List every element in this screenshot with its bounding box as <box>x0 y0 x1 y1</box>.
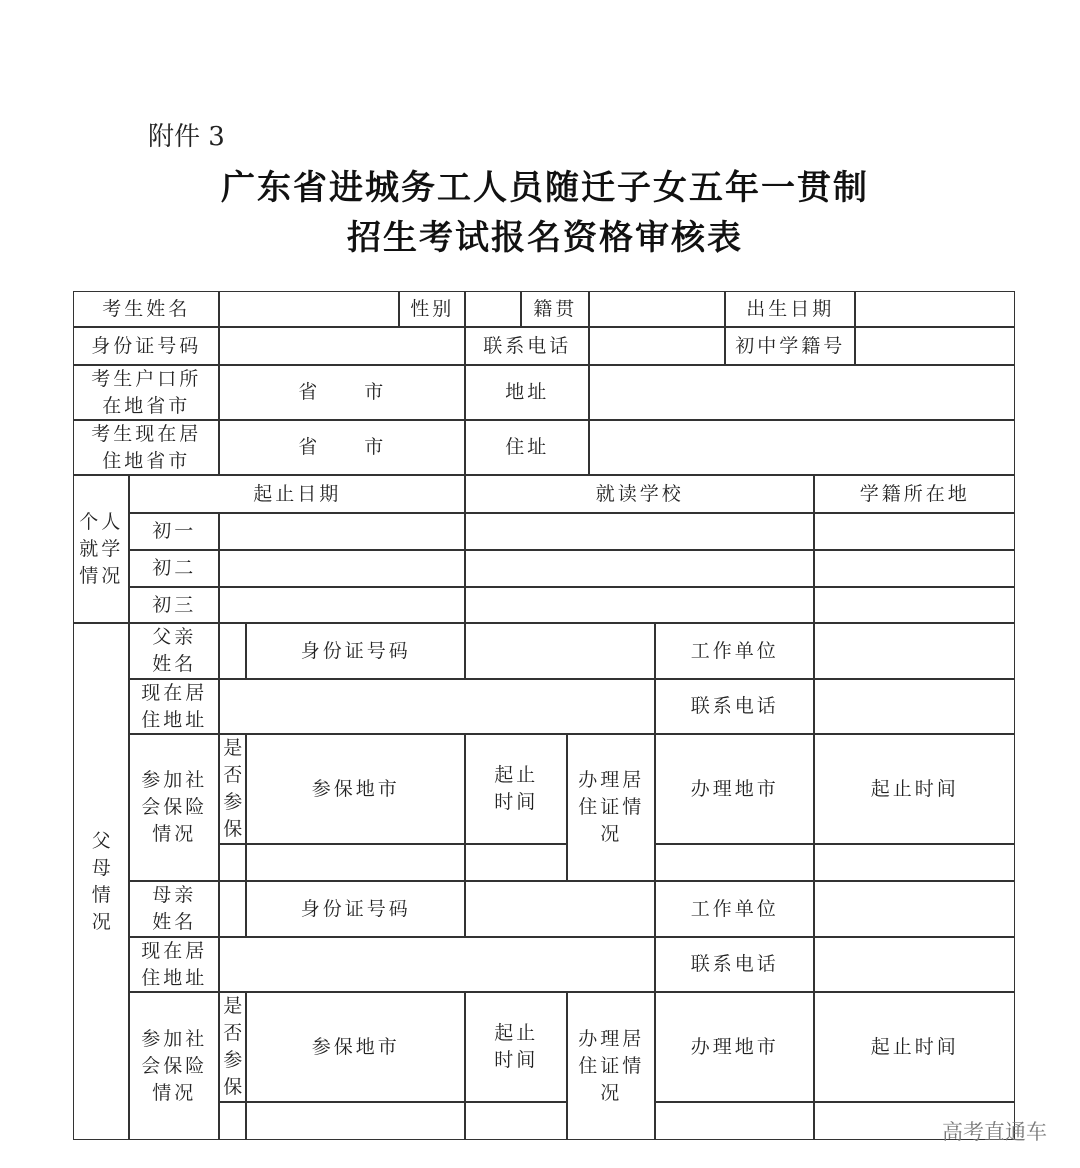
label-father-ins-city: 参保地市 <box>246 734 465 844</box>
residence-province-city[interactable]: 省 市 <box>219 420 465 475</box>
mother-address-field[interactable] <box>219 937 655 992</box>
label-father-insured: 是否参保 <box>219 734 246 844</box>
label-father-insurance: 参加社会保险情况 <box>129 734 219 881</box>
grade-registry-field[interactable] <box>814 587 1015 623</box>
birth-field[interactable] <box>855 291 1015 327</box>
label-phone: 联系电话 <box>465 327 589 365</box>
mother-phone-field[interactable] <box>814 937 1015 992</box>
label-gender: 性别 <box>399 291 465 327</box>
father-phone-field[interactable] <box>814 679 1015 734</box>
id-field[interactable] <box>219 327 465 365</box>
grade-period-field[interactable] <box>219 587 465 623</box>
father-id-field[interactable] <box>465 623 655 679</box>
title-line-2: 招生考试报名资格审核表 <box>347 218 743 258</box>
label-native: 籍贯 <box>521 291 589 327</box>
father-address-field[interactable] <box>219 679 655 734</box>
header-registry: 学籍所在地 <box>814 475 1015 513</box>
grade-school-field[interactable] <box>465 550 814 587</box>
name-field[interactable] <box>219 291 399 327</box>
label-mother-work: 工作单位 <box>655 881 814 937</box>
label-id: 身份证号码 <box>73 327 219 365</box>
label-mother-permit-city: 办理地市 <box>655 992 814 1102</box>
label-father-name: 父亲姓名 <box>129 623 219 679</box>
label-mother-id: 身份证号码 <box>246 881 465 937</box>
phone-field[interactable] <box>589 327 725 365</box>
label-residence: 考生现在居住地省市 <box>73 420 219 475</box>
grade-registry-field[interactable] <box>814 513 1015 550</box>
label-mother-permit: 办理居住证情况 <box>567 992 655 1140</box>
father-permit-city-field[interactable] <box>655 844 814 881</box>
label-mother-ins-period: 起止时间 <box>465 992 567 1102</box>
grade-period-field[interactable] <box>219 513 465 550</box>
father-work-field[interactable] <box>814 623 1015 679</box>
label-father-phone: 联系电话 <box>655 679 814 734</box>
label-father-id: 身份证号码 <box>246 623 465 679</box>
address-field[interactable] <box>589 365 1015 420</box>
mother-id-field[interactable] <box>465 881 655 937</box>
label-name: 考生姓名 <box>73 291 219 327</box>
label-birth: 出生日期 <box>725 291 855 327</box>
title-line-1: 广东省进城务工人员随迁子女五年一贯制 <box>221 168 869 208</box>
school-no-field[interactable] <box>855 327 1015 365</box>
grade-label: 初三 <box>129 587 219 623</box>
grade-label: 初一 <box>129 513 219 550</box>
label-father-permit-city: 办理地市 <box>655 734 814 844</box>
mother-insured-field[interactable] <box>219 1102 246 1140</box>
father-permit-period-field[interactable] <box>814 844 1015 881</box>
label-father-work: 工作单位 <box>655 623 814 679</box>
native-field[interactable] <box>589 291 725 327</box>
header-period: 起止日期 <box>129 475 465 513</box>
label-address: 地址 <box>465 365 589 420</box>
label-father-permit-period: 起止时间 <box>814 734 1015 844</box>
grade-period-field[interactable] <box>219 550 465 587</box>
header-school: 就读学校 <box>465 475 814 513</box>
label-father-permit: 办理居住证情况 <box>567 734 655 881</box>
gender-field[interactable] <box>465 291 521 327</box>
mother-permit-city-field[interactable] <box>655 1102 814 1140</box>
label-mother-phone: 联系电话 <box>655 937 814 992</box>
grade-school-field[interactable] <box>465 587 814 623</box>
label-father-ins-period: 起止时间 <box>465 734 567 844</box>
grade-registry-field[interactable] <box>814 550 1015 587</box>
res-address-field[interactable] <box>589 420 1015 475</box>
father-ins-city-field[interactable] <box>246 844 465 881</box>
label-mother-ins-city: 参保地市 <box>246 992 465 1102</box>
father-name-field[interactable] <box>219 623 246 679</box>
grade-school-field[interactable] <box>465 513 814 550</box>
label-mother-insurance: 参加社会保险情况 <box>129 992 219 1140</box>
label-study-section: 个人就学情况 <box>73 475 129 623</box>
mother-ins-period-field[interactable] <box>465 1102 567 1140</box>
father-insured-field[interactable] <box>219 844 246 881</box>
hukou-province-city[interactable]: 省 市 <box>219 365 465 420</box>
label-school-no: 初中学籍号 <box>725 327 855 365</box>
label-parents-section: 父母情况 <box>73 623 129 1140</box>
label-res-address: 住址 <box>465 420 589 475</box>
label-father-address: 现在居住地址 <box>129 679 219 734</box>
attachment-label: 附件 3 <box>148 122 225 152</box>
label-mother-permit-period: 起止时间 <box>814 992 1015 1102</box>
label-mother-insured: 是否参保 <box>219 992 246 1102</box>
mother-work-field[interactable] <box>814 881 1015 937</box>
label-mother-address: 现在居住地址 <box>129 937 219 992</box>
label-hukou: 考生户口所在地省市 <box>73 365 219 420</box>
mother-name-field[interactable] <box>219 881 246 937</box>
watermark: 高考直通车 <box>942 1120 1047 1144</box>
label-mother-name: 母亲姓名 <box>129 881 219 937</box>
father-ins-period-field[interactable] <box>465 844 567 881</box>
mother-ins-city-field[interactable] <box>246 1102 465 1140</box>
grade-label: 初二 <box>129 550 219 587</box>
